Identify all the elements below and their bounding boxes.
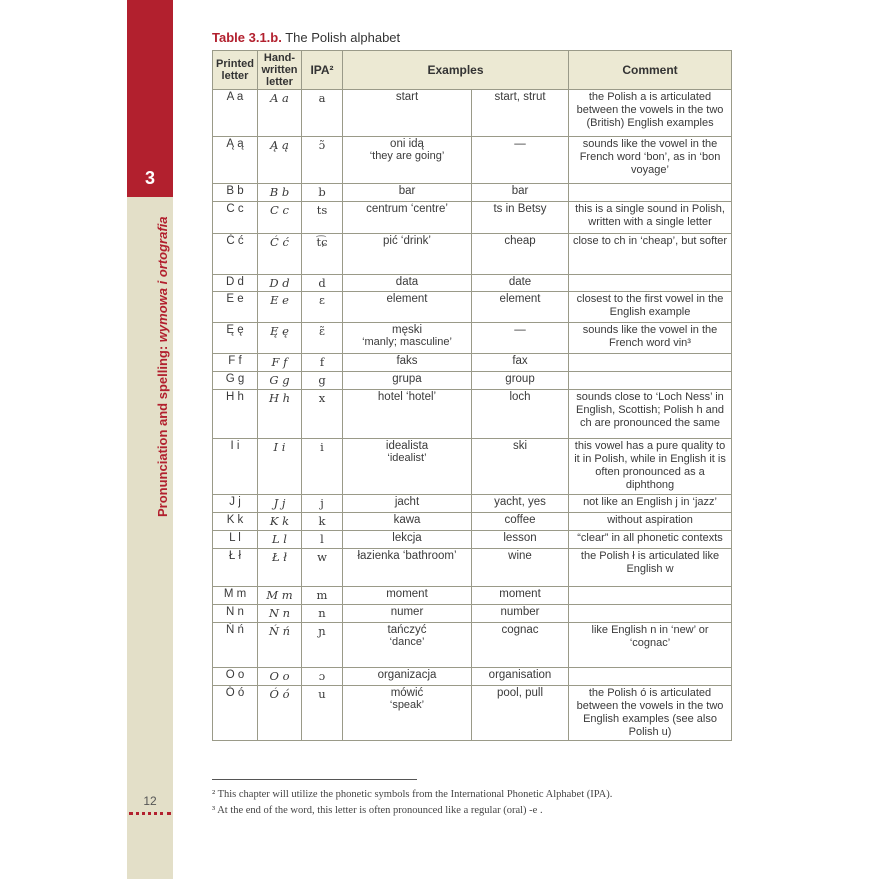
table-row: [213, 292, 732, 323]
example-english: number: [472, 605, 569, 623]
header-examples: Examples: [343, 51, 569, 90]
table-row: [213, 686, 732, 741]
example-polish-word: mówić: [390, 687, 424, 699]
ipa-symbol: t͡ɕ: [302, 234, 343, 275]
printed-letter: G g: [213, 372, 258, 390]
comment: [569, 668, 732, 686]
table-caption-title: The Polish alphabet: [285, 30, 401, 45]
ipa-symbol: m: [302, 587, 343, 605]
ipa-symbol: n: [302, 605, 343, 623]
example-polish: [343, 184, 472, 202]
comment: sounds close to ‘Loch Ness’ in English, Scottish; Polish h and ch are pronounced the same: [569, 390, 732, 439]
ipa-symbol: ɔ: [302, 668, 343, 686]
handwritten-letter: H h: [258, 390, 302, 439]
table-row: [213, 605, 732, 623]
example-polish-word: moment: [386, 588, 428, 600]
table-row: [213, 668, 732, 686]
example-polish-word: jacht: [394, 496, 420, 508]
printed-letter: J j: [213, 495, 258, 513]
table-row: [213, 587, 732, 605]
comment: [569, 184, 732, 202]
example-polish-gloss: ‘manly; masculine’: [362, 336, 452, 348]
handwritten-letter: N n: [258, 605, 302, 623]
example-polish-word: data: [395, 276, 419, 288]
table-body: [213, 90, 732, 741]
handwritten-letter: K k: [258, 513, 302, 531]
example-english: yacht, yes: [472, 495, 569, 513]
example-polish: [343, 275, 472, 292]
example-polish: [343, 354, 472, 372]
comment: close to ch in ‘cheap’, but softer: [569, 234, 732, 275]
example-polish-word: tańczyć: [387, 624, 427, 636]
table-row: [213, 531, 732, 549]
comment: the Polish ł is articulated like English w: [569, 549, 732, 587]
ipa-symbol: ɲ: [302, 623, 343, 668]
handwritten-letter: Ą ą: [258, 137, 302, 184]
printed-letter: Ę ę: [213, 323, 258, 354]
example-polish-word: pić ‘drink’: [383, 235, 431, 247]
example-polish: [343, 292, 472, 323]
example-polish-word: oni idą: [390, 138, 424, 150]
printed-letter: I i: [213, 439, 258, 495]
table-row: [213, 549, 732, 587]
example-polish-word: bar: [398, 185, 416, 197]
example-polish-word: element: [386, 293, 428, 305]
ipa-symbol: f: [302, 354, 343, 372]
ipa-symbol: ɛ̃: [302, 323, 343, 354]
table-row: [213, 323, 732, 354]
ipa-symbol: i: [302, 439, 343, 495]
example-polish: [343, 439, 472, 495]
handwritten-letter: E e: [258, 292, 302, 323]
example-polish-word: męski: [391, 324, 423, 336]
comment: [569, 587, 732, 605]
table-caption: [212, 30, 400, 45]
comment: this is a single sound in Polish, written with a single letter: [569, 202, 732, 234]
example-polish-gloss: ‘idealist’: [387, 452, 427, 464]
example-polish: [343, 202, 472, 234]
table-row: [213, 495, 732, 513]
example-polish-word: faks: [396, 355, 418, 367]
table-header-row: [213, 51, 732, 90]
comment: the Polish a is articulated between the vowels in the two (British) English examples: [569, 90, 732, 137]
comment: like English n in ‘new’ or ‘cognac’: [569, 623, 732, 668]
printed-letter: K k: [213, 513, 258, 531]
comment: without aspiration: [569, 513, 732, 531]
ipa-symbol: b: [302, 184, 343, 202]
table-row: [213, 354, 732, 372]
printed-letter: Ą ą: [213, 137, 258, 184]
table-row: [213, 137, 732, 184]
chapter-number: 3: [144, 168, 155, 188]
table-row: [213, 623, 732, 668]
table-row: [213, 513, 732, 531]
handwritten-letter: Ł ł: [258, 549, 302, 587]
example-polish: [343, 390, 472, 439]
example-english: loch: [472, 390, 569, 439]
footnote-2: ² This chapter will utilize the phonetic symbols from the International Phonetic Alphabet (IPA).: [212, 789, 613, 800]
handwritten-letter: G g: [258, 372, 302, 390]
example-polish: [343, 137, 472, 184]
polish-alphabet-table: [212, 50, 732, 741]
example-english: element: [472, 292, 569, 323]
example-polish: [343, 90, 472, 137]
example-polish: [343, 605, 472, 623]
example-english: ts in Betsy: [472, 202, 569, 234]
chapter-title: [155, 217, 170, 518]
table-row: [213, 90, 732, 137]
example-polish-word: start: [395, 91, 419, 103]
ipa-symbol: ɔ̃: [302, 137, 343, 184]
printed-letter: C c: [213, 202, 258, 234]
example-english: bar: [472, 184, 569, 202]
example-polish: [343, 531, 472, 549]
example-polish-word: grupa: [392, 373, 422, 385]
handwritten-letter: J j: [258, 495, 302, 513]
handwritten-letter: M m: [258, 587, 302, 605]
handwritten-letter: L l: [258, 531, 302, 549]
chapter-title-italic: wymowa i ortografia: [155, 216, 170, 343]
example-english: fax: [472, 354, 569, 372]
header-hand-line2: written: [261, 64, 298, 76]
example-polish: [343, 513, 472, 531]
printed-letter: F f: [213, 354, 258, 372]
example-english: wine: [472, 549, 569, 587]
handwritten-letter: Ó ó: [258, 686, 302, 741]
example-polish-word: centrum ‘centre’: [366, 203, 448, 215]
printed-letter: M m: [213, 587, 258, 605]
example-polish-word: kawa: [393, 514, 421, 526]
example-polish-word: łazienka ‘bathroom’: [357, 550, 457, 562]
ipa-symbol: d: [302, 275, 343, 292]
header-hand-line3: letter: [266, 76, 293, 88]
header-printed-line1: Printed: [216, 58, 254, 70]
printed-letter: L l: [213, 531, 258, 549]
comment: [569, 354, 732, 372]
handwritten-letter: Ń ń: [258, 623, 302, 668]
comment: [569, 372, 732, 390]
ipa-symbol: ɛ: [302, 292, 343, 323]
table-caption-number: Table 3.1.b.: [212, 30, 282, 45]
comment: [569, 275, 732, 292]
handwritten-letter: I i: [258, 439, 302, 495]
example-english: ski: [472, 439, 569, 495]
printed-letter: Ó ó: [213, 686, 258, 741]
handwritten-letter: A a: [258, 90, 302, 137]
handwritten-letter: Ć ć: [258, 234, 302, 275]
table-row: [213, 439, 732, 495]
example-polish-gloss: ‘speak’: [389, 699, 425, 711]
example-polish-word: idealista: [385, 440, 429, 452]
handwritten-letter: B b: [258, 184, 302, 202]
handwritten-letter: F f: [258, 354, 302, 372]
header-ipa: IPA²: [302, 51, 343, 90]
handwritten-letter: D d: [258, 275, 302, 292]
ipa-symbol: ts: [302, 202, 343, 234]
table-row: [213, 184, 732, 202]
printed-letter: N n: [213, 605, 258, 623]
example-polish-gloss: ‘they are going’: [369, 150, 445, 162]
comment: this vowel has a pure quality to it in Polish, while in English it is often pronounced as a diphthong: [569, 439, 732, 495]
ipa-symbol: l: [302, 531, 343, 549]
comment: sounds like the vowel in the French word vin³: [569, 323, 732, 354]
printed-letter: B b: [213, 184, 258, 202]
ipa-symbol: u: [302, 686, 343, 741]
comment: the Polish ó is articulated between the vowels in the two English examples (see also Polish u): [569, 686, 732, 741]
example-english: start, strut: [472, 90, 569, 137]
example-polish-word: hotel ‘hotel’: [377, 391, 437, 403]
ipa-symbol: g: [302, 372, 343, 390]
example-polish: [343, 623, 472, 668]
table-row: [213, 234, 732, 275]
header-comment: Comment: [569, 51, 732, 90]
example-polish-word: organizacja: [377, 669, 437, 681]
ipa-symbol: a: [302, 90, 343, 137]
comment: [569, 605, 732, 623]
example-english: cheap: [472, 234, 569, 275]
example-english: lesson: [472, 531, 569, 549]
ipa-symbol: j: [302, 495, 343, 513]
example-polish-word: numer: [390, 606, 424, 618]
comment: “clear” in all phonetic contexts: [569, 531, 732, 549]
printed-letter: Ł ł: [213, 549, 258, 587]
comment: sounds like the vowel in the French word ‘bon’, as in ‘bon voyage’: [569, 137, 732, 184]
handwritten-letter: Ę ę: [258, 323, 302, 354]
footnote-3: ³ At the end of the word, this letter is often pronounced like a regular (oral) -e .: [212, 805, 543, 816]
printed-letter: Ń ń: [213, 623, 258, 668]
example-english: pool, pull: [472, 686, 569, 741]
example-english: cognac: [472, 623, 569, 668]
printed-letter: D d: [213, 275, 258, 292]
printed-letter: E e: [213, 292, 258, 323]
printed-letter: H h: [213, 390, 258, 439]
example-polish: [343, 323, 472, 354]
table-row: [213, 372, 732, 390]
example-english: —: [472, 323, 569, 354]
table-row: [213, 275, 732, 292]
example-english: —: [472, 137, 569, 184]
header-handwritten-letter: [258, 51, 302, 90]
example-english: organisation: [472, 668, 569, 686]
comment: not like an English j in ‘jazz’: [569, 495, 732, 513]
footnote-rule: [212, 779, 417, 780]
example-polish: [343, 372, 472, 390]
table-row: [213, 202, 732, 234]
example-polish: [343, 549, 472, 587]
ipa-symbol: x: [302, 390, 343, 439]
handwritten-letter: O o: [258, 668, 302, 686]
handwritten-letter: C c: [258, 202, 302, 234]
header-hand-line1: Hand-: [263, 52, 296, 64]
example-polish: [343, 495, 472, 513]
example-english: coffee: [472, 513, 569, 531]
printed-letter: A a: [213, 90, 258, 137]
example-english: group: [472, 372, 569, 390]
table-row: [213, 390, 732, 439]
printed-letter: O o: [213, 668, 258, 686]
header-printed-letter: [213, 51, 258, 90]
page-number: 12: [143, 794, 157, 808]
chapter-title-plain: Pronunciation and spelling:: [155, 342, 170, 517]
example-polish-word: lekcja: [392, 532, 422, 544]
comment: closest to the first vowel in the English example: [569, 292, 732, 323]
example-english: moment: [472, 587, 569, 605]
example-polish-gloss: ‘dance’: [389, 636, 425, 648]
example-polish: [343, 587, 472, 605]
example-english: date: [472, 275, 569, 292]
example-polish: [343, 686, 472, 741]
page-number-dots: [129, 812, 171, 815]
ipa-symbol: w: [302, 549, 343, 587]
example-polish: [343, 234, 472, 275]
printed-letter: Ć ć: [213, 234, 258, 275]
ipa-symbol: k: [302, 513, 343, 531]
example-polish: [343, 668, 472, 686]
header-printed-line2: letter: [221, 70, 249, 82]
